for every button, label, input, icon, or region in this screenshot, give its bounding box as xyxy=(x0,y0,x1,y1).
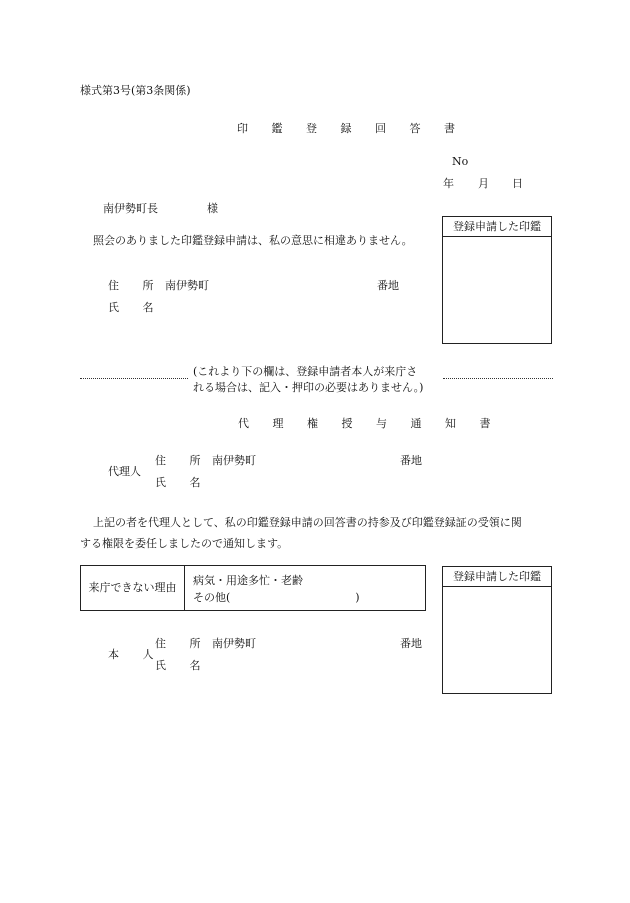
applicant-address-town: 南伊勢町 xyxy=(165,279,209,292)
principal-name-label: 氏 名 xyxy=(155,659,211,672)
seal-box-top[interactable] xyxy=(442,216,552,344)
principal-address-suffix: 番地 xyxy=(400,637,422,650)
agent-address-label: 住 所 xyxy=(155,454,211,467)
addressee-name: 南伊勢町長 xyxy=(103,202,158,215)
agent-address-suffix: 番地 xyxy=(400,454,422,467)
agent-address-town: 南伊勢町 xyxy=(212,454,256,467)
seal-box-bottom[interactable] xyxy=(442,566,552,694)
delegation-text-line2: する権限を委任しましたので通知します。 xyxy=(80,537,289,550)
dotted-divider-right xyxy=(443,378,553,379)
date-month-label: 月 xyxy=(478,177,489,190)
page-title: 印 鑑 登 録 回 答 書 xyxy=(237,122,465,135)
reason-other-suffix: ) xyxy=(355,591,360,604)
applicant-name-label: 氏 名 xyxy=(108,301,164,314)
reason-table xyxy=(80,565,426,611)
date-day-label: 日 xyxy=(512,177,523,190)
proxy-title: 代 理 権 授 与 通 知 書 xyxy=(238,417,501,430)
agent-role-label: 代理人 xyxy=(108,465,141,478)
seal-box-label: 登録申請した印鑑 xyxy=(443,217,551,237)
principal-address-town: 南伊勢町 xyxy=(212,637,256,650)
applicant-address-suffix: 番地 xyxy=(377,279,399,292)
consent-statement: 照会のありました印鑑登録申請は、私の意思に相違ありません。 xyxy=(93,234,413,247)
form-number: 様式第3号(第3条関係) xyxy=(80,84,191,97)
divider-note-line1: (これより下の欄は、登録申請者本人が来庁さ xyxy=(193,365,418,378)
reason-label: 来庁できない理由 xyxy=(81,566,185,610)
reason-other-prefix: その他( xyxy=(193,591,231,604)
applicant-address-label: 住 所 xyxy=(108,279,164,292)
reason-option-other[interactable] xyxy=(193,589,360,605)
agent-name-label: 氏 名 xyxy=(155,476,211,489)
divider-note-line2: れる場合は、記入・押印の必要はありません。) xyxy=(193,381,424,394)
dotted-divider-left xyxy=(80,378,188,379)
delegation-text-line1: 上記の者を代理人として、私の印鑑登録申請の回答書の持参及び印鑑登録証の受領に関 xyxy=(93,516,522,529)
principal-address-label: 住 所 xyxy=(155,637,211,650)
no-label: No xyxy=(452,155,469,168)
addressee-honorific: 様 xyxy=(207,202,218,215)
principal-role-label: 本 人 xyxy=(108,648,164,661)
reason-option-illness[interactable]: 病気・用途多忙・老齢 xyxy=(193,574,303,587)
seal-box-label: 登録申請した印鑑 xyxy=(443,567,551,587)
date-year-label: 年 xyxy=(443,177,454,190)
